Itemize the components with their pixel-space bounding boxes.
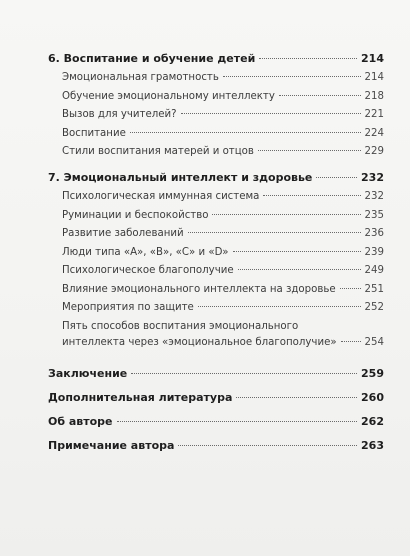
dot-leader <box>131 373 357 374</box>
page-number: 259 <box>361 366 384 380</box>
page-number: 251 <box>364 283 384 295</box>
dot-leader <box>130 132 361 133</box>
entry-title: Обучение эмоциональному интеллекту <box>62 90 275 102</box>
page-number: 263 <box>361 438 384 452</box>
section-title: Дополнительная литература <box>48 390 233 404</box>
page-number: 232 <box>361 171 384 184</box>
entry-title: Вызов для учителей? <box>62 109 177 120</box>
entry-title: Психологическая иммунная система <box>62 191 260 202</box>
entry-title: Воспитание <box>62 127 126 139</box>
page-number: 260 <box>361 390 384 404</box>
page-number: 224 <box>364 127 384 139</box>
page-number: 252 <box>364 302 384 313</box>
dot-leader <box>341 341 361 342</box>
toc-entry <box>48 145 384 158</box>
section-title: Об авторе <box>48 414 113 428</box>
page-number: 218 <box>364 90 384 102</box>
dot-leader <box>233 251 361 252</box>
dot-leader <box>259 58 357 59</box>
toc-section-conclusion <box>48 367 384 380</box>
dot-leader <box>178 445 357 446</box>
toc-entry <box>48 190 384 203</box>
toc-entry <box>48 283 384 296</box>
dot-leader <box>181 113 361 114</box>
page-number: 236 <box>364 228 384 239</box>
toc-entry <box>48 264 384 277</box>
toc-chapter-6 <box>48 52 384 65</box>
page-number: 262 <box>361 414 384 428</box>
dot-leader <box>212 214 360 215</box>
entry-title: Эмоциональная грамотность <box>62 72 219 83</box>
dot-leader <box>236 397 357 398</box>
dot-leader <box>198 306 361 307</box>
toc-entry <box>48 108 384 121</box>
page-number: 229 <box>364 146 384 157</box>
section-title: Примечание автора <box>48 438 175 452</box>
toc-entry <box>48 90 384 103</box>
dot-leader <box>223 76 361 77</box>
page-number: 249 <box>364 265 384 276</box>
entry-title: Стили воспитания матерей и отцов <box>62 146 254 157</box>
dot-leader <box>279 95 361 96</box>
toc-entry <box>48 71 384 84</box>
toc-entry <box>48 246 384 259</box>
entry-title: Люди типа «А», «В», «С» и «D» <box>62 246 229 258</box>
entry-title: Руминации и беспокойство <box>62 209 209 221</box>
toc-chapter-7 <box>48 171 384 184</box>
dot-leader <box>340 288 361 289</box>
toc-section-about-author <box>48 415 384 428</box>
toc-entry <box>48 336 384 349</box>
toc-entry <box>48 127 384 140</box>
entry-title: интеллекта через «эмоциональное благополучие» <box>62 336 337 348</box>
page-number: 214 <box>364 72 384 83</box>
toc-section-author-note <box>48 439 384 452</box>
page-number: 221 <box>364 109 384 120</box>
page-number: 235 <box>364 209 384 221</box>
chapter-title: 7. Эмоциональный интеллект и здоровье <box>48 171 313 184</box>
dot-leader <box>316 177 357 178</box>
page-number: 254 <box>364 336 384 348</box>
toc-section-further-reading <box>48 391 384 404</box>
entry-title: Мероприятия по защите <box>62 302 194 313</box>
dot-leader <box>263 195 360 196</box>
entry-title: Психологическое благополучие <box>62 265 234 276</box>
table-of-contents <box>48 52 384 452</box>
page-number: 214 <box>361 52 384 65</box>
page-number: 232 <box>364 191 384 202</box>
dot-leader <box>258 150 361 151</box>
section-title: Заключение <box>48 366 128 380</box>
chapter-title: 6. Воспитание и обучение детей <box>48 52 256 65</box>
dot-leader <box>188 232 361 233</box>
page-number: 239 <box>364 246 384 258</box>
entry-title: Влияние эмоционального интеллекта на здоровье <box>62 283 336 295</box>
entry-title: Развитие заболеваний <box>62 228 184 239</box>
toc-entry <box>48 209 384 222</box>
toc-entry <box>48 301 384 314</box>
toc-entry-line-1: Пять способов воспитания эмоционального <box>62 320 299 332</box>
dot-leader <box>117 421 358 422</box>
toc-entry <box>48 227 384 240</box>
dot-leader <box>238 269 361 270</box>
